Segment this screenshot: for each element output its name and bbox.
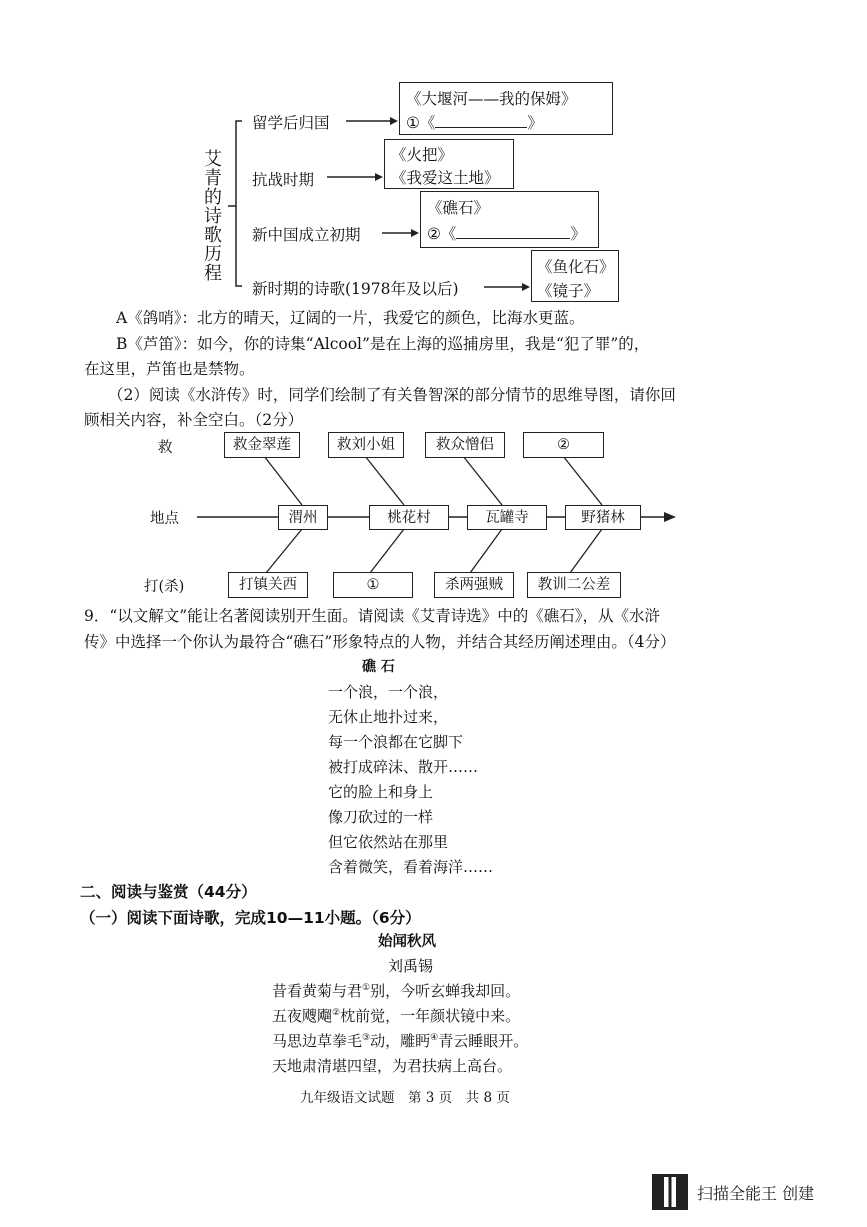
blank-2-open: ②《 [427, 225, 457, 243]
page-footer: 九年级语文试题 第 3 页 共 8 页 [300, 1090, 510, 1106]
scanner-watermark: 扫描全能王 创建 [697, 1184, 815, 1203]
stage-label-1: 留学后归国 [252, 114, 330, 132]
footnote-1: ① [362, 983, 371, 993]
stage-label-3: 新中国成立初期 [252, 226, 361, 244]
poem2-line-2 [272, 1005, 520, 1026]
poem2-line-1 [272, 980, 520, 1001]
row-label-fight: 打(杀) [144, 579, 185, 595]
stage-works-box-3 [420, 191, 599, 248]
work-title: 《礁石》 [427, 199, 490, 217]
blank-1-open: ①《 [406, 114, 436, 132]
text: 青云睡眼开。 [438, 1032, 529, 1050]
blank-2-close: 》 [570, 225, 586, 243]
blank-1-close: 》 [527, 114, 543, 132]
work-title: 《鱼化石》 [537, 258, 615, 276]
footnote-4: ④ [430, 1033, 439, 1043]
option-b-line2: 在这里，芦笛也是禁物。 [84, 360, 255, 378]
poem1-line: 但它依然站在那里 [328, 833, 449, 851]
rescue-box-blank[interactable]: ② [523, 432, 604, 458]
poem2-author: 刘禹锡 [388, 957, 434, 975]
qr-code-icon [652, 1174, 688, 1210]
rescue-box-3: 救众憎侣 [425, 432, 505, 458]
poem1-title: 礁 石 [362, 659, 395, 675]
fight-box-blank[interactable]: ① [333, 572, 413, 598]
poem1-line: 被打成碎沫、散开…… [328, 758, 479, 776]
q9-line1: 9．“以文解文”能让名著阅读别开生面。请阅读《艾青诗选》中的《礁石》，从《水浒 [84, 607, 660, 625]
place-box-4: 野猪林 [565, 505, 641, 530]
stage-works-box-4 [531, 250, 619, 302]
fight-box-3: 杀两强贼 [434, 572, 514, 598]
rescue-box-2: 救刘小姐 [328, 432, 404, 458]
option-a: A《鸽哨》：北方的晴天，辽阔的一片，我爱它的颜色，比海水更蓝。 [116, 309, 585, 327]
poem1-line: 每一个浪都在它脚下 [328, 733, 464, 751]
blank-1-line[interactable] [435, 112, 527, 128]
poem1-line: 一个浪，一个浪， [328, 683, 449, 701]
text: 动，雕眄 [370, 1032, 431, 1050]
q2-line2: 顾相关内容，补全空白。（2分） [84, 411, 304, 429]
work-title: 《我爱这土地》 [391, 169, 500, 187]
text: 别，今听玄蝉我却回。 [370, 982, 521, 1000]
poem2-line-4: 天地肃清堪四望，为君扶病上高台。 [272, 1057, 513, 1075]
blank-2 [427, 222, 586, 244]
text: 五夜飕飗 [272, 1007, 333, 1025]
section2-heading: 二、阅读与鉴赏（44分） [80, 883, 257, 901]
q9-line2: 传》中选择一个你认为最符合“礁石”形象特点的人物，并结合其经历阐述理由。（4分） [84, 633, 676, 651]
poem2-line-3 [272, 1030, 528, 1051]
blank-2-line[interactable] [456, 223, 570, 239]
work-title: 《大堰河——我的保姆》 [406, 90, 577, 108]
work-title: 《镜子》 [537, 282, 600, 300]
text: 昔看黄菊与君 [272, 982, 363, 1000]
poem1-line: 它的脸上和身上 [328, 783, 434, 801]
place-box-2: 桃花村 [369, 505, 449, 530]
q2-line1: （2）阅读《水浒传》时，同学们绘制了有关鲁智深的部分情节的思维导图，请你回 [108, 386, 676, 404]
fight-box-1: 打镇关西 [228, 572, 308, 598]
row-label-rescue: 救 [158, 440, 173, 456]
blank-1 [406, 111, 543, 133]
fight-box-4: 教训二公差 [527, 572, 621, 598]
footnote-3: ③ [362, 1033, 371, 1043]
text: 马思边草拳毛 [272, 1032, 363, 1050]
poem2-title: 始闻秋风 [378, 934, 436, 950]
place-box-1: 渭州 [278, 505, 328, 530]
option-b-line1: B《芦笛》：如今，你的诗集“Alcool”是在上海的巡捕房里，我是“犯了罪”的， [116, 335, 650, 353]
stage-label-2: 抗战时期 [252, 171, 315, 189]
stage-works-box-1 [399, 82, 613, 135]
rescue-box-1: 救金翠莲 [224, 432, 300, 458]
stage-works-box-2 [384, 139, 514, 189]
place-box-3: 瓦罐寺 [467, 505, 547, 530]
stage-label-4: 新时期的诗歌(1978年及以后) [252, 280, 459, 298]
text: 枕前觉，一年颜状镜中来。 [340, 1007, 521, 1025]
poem1-line: 像刀砍过的一样 [328, 808, 434, 826]
poem1-line: 含着微笑，看着海洋…… [328, 858, 494, 876]
work-title: 《火把》 [391, 146, 454, 164]
row-label-place: 地点 [150, 511, 179, 527]
footnote-2: ② [332, 1008, 341, 1018]
section2-sub: （一）阅读下面诗歌，完成10—11小题。（6分） [80, 909, 421, 927]
mindmap-vertical-title: 艾青的诗歌历程 [204, 149, 222, 284]
poem1-line: 无休止地扑过来， [328, 708, 449, 726]
